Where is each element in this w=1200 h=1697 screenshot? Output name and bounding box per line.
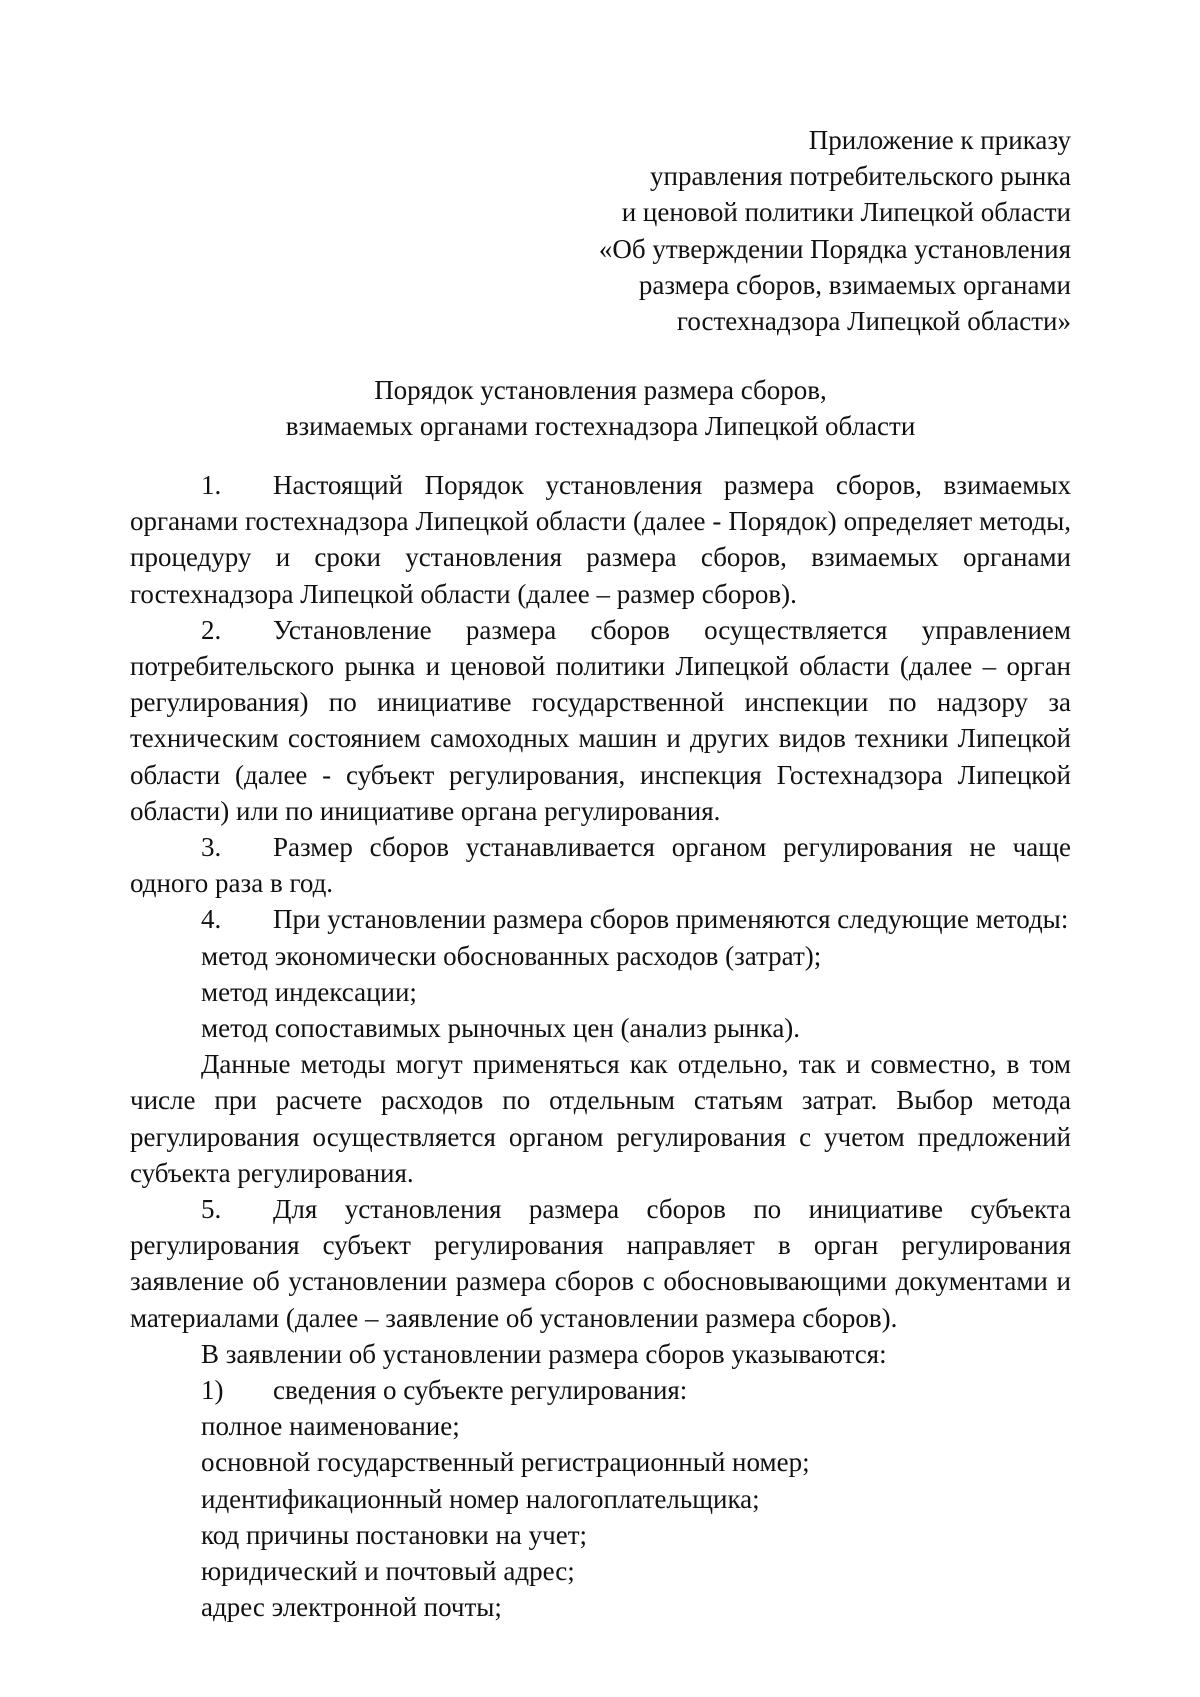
- paragraph-1: [130, 467, 1071, 612]
- paragraph-text: Для установления размера сборов по инициативе субъекта регулирования субъект регулирования направляет в орган регулирования заявление об установлении размера сборов с обосновывающими документами и материалами (далее – заявление об установлении размера сборов).: [130, 1194, 1071, 1333]
- paragraph-number: 1.: [201, 470, 222, 500]
- subitem-detail: код причины постановки на учет;: [201, 1519, 588, 1550]
- paragraph-text: Установление размера сборов осуществляется управлением потребительского рынка и ценовой политики Липецкой области (далее – орган регулирования) по инициативе государственной инспекции по надзору за техническим состоянием самоходных машин и других видов техники Липецкой области (далее - субъект регулирования, инспекция Гостехнадзора Липецкой области) или по инициативе органа регулирования.: [130, 614, 1071, 826]
- subitem-detail: идентификационный номер налогоплательщика;: [201, 1483, 760, 1514]
- paragraph-4-extra: Данные методы могут применяться как отдельно, так и совместно, в том числе при расчете расходов по отдельным статьям затрат. Выбор метода регулирования осуществляется органом регулирования с учетом предложений субъекта регулирования.: [130, 1049, 1071, 1188]
- appendix-header: [371, 122, 1071, 339]
- paragraph-number: 3.: [201, 832, 222, 863]
- method-item: метод экономически обоснованных расходов (затрат);: [201, 940, 822, 971]
- paragraph-number: 5.: [201, 1194, 222, 1225]
- title-line-1: Порядок установления размера сборов,: [374, 375, 827, 405]
- paragraph-4: [130, 901, 1071, 937]
- subitem-detail: основной государственный регистрационный номер;: [201, 1447, 810, 1478]
- subitem-detail: полное наименование;: [201, 1411, 460, 1442]
- subitem-number: 1): [201, 1375, 224, 1406]
- document-title: [130, 372, 1071, 444]
- paragraph-text: Размер сборов устанавливается органом регулирования не чаще одного раза в год.: [130, 832, 1071, 899]
- paragraph-5: [130, 1191, 1071, 1336]
- appendix-line: и ценовой политики Липецкой области: [621, 197, 1071, 228]
- paragraph-number: 4.: [201, 904, 222, 935]
- paragraph-number: 2.: [201, 614, 222, 645]
- document-body: [130, 467, 1071, 1626]
- subitem-text: сведения о субъекте регулирования:: [273, 1375, 688, 1406]
- appendix-line: управления потребительского рынка: [650, 161, 1071, 192]
- subitem-detail: юридический и почтовый адрес;: [201, 1556, 575, 1587]
- appendix-line: Приложение к приказу: [808, 125, 1071, 155]
- appendix-line: размера сборов, взимаемых органами: [638, 269, 1071, 300]
- method-item: метод индексации;: [201, 976, 417, 1007]
- subitem-detail: адрес электронной почты;: [201, 1592, 502, 1623]
- appendix-line: «Об утверждении Порядка установления: [598, 233, 1071, 264]
- title-line-2: взимаемых органами гостехнадзора Липецкой области: [285, 411, 916, 442]
- paragraph-3: [130, 829, 1071, 901]
- appendix-line: гостехнадзора Липецкой области»: [676, 306, 1071, 337]
- method-item: метод сопоставимых рыночных цен (анализ рынка).: [201, 1013, 801, 1044]
- paragraph-text: Настоящий Порядок установления размера сборов, взимаемых органами гостехнадзора Липецкой области (далее - Порядок) определяет методы, процедуру и сроки установления размера сборов, взимаемых органами гостехнадзора Липецкой области (далее – размер сборов).: [130, 470, 1071, 609]
- paragraph-2: [130, 612, 1071, 829]
- paragraph-5-intro: В заявлении об установлении размера сборов указываются:: [201, 1338, 887, 1369]
- subitem-1: [130, 1372, 1071, 1408]
- paragraph-text: При установлении размера сборов применяются следующие методы:: [273, 904, 1069, 935]
